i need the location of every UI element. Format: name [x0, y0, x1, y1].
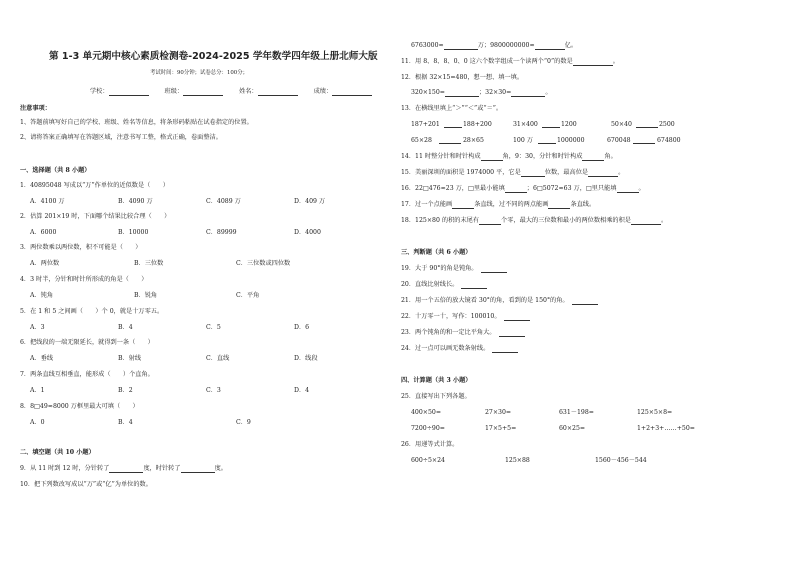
q18-blank-1[interactable]	[479, 218, 501, 225]
q2-opt-b[interactable]: B．10000	[118, 229, 149, 236]
q13-blank-2[interactable]	[542, 121, 560, 128]
q16-blank-2[interactable]	[617, 186, 639, 193]
question-24: 24．过一点可以画无数条射线。	[401, 345, 518, 353]
q25-item-4: 125×5×8=	[637, 409, 673, 416]
question-13: 13．在横线里填上“＞”“＜”或“＝”。	[401, 105, 503, 112]
question-18: 18．125×80 的积的末尾有 个零，最大的三位数和最小的两位数相乘的积是 。	[401, 217, 668, 224]
q25-item-7: 60×25=	[559, 425, 586, 432]
q10-blank-2[interactable]	[535, 43, 565, 50]
question-14: 14．11 时整分针和时针构成 角，9：30，分针和时针构成 角。	[401, 153, 617, 160]
school-label: 学校：	[90, 88, 109, 95]
question-10: 10．把下列数改写成以“万”或“亿”为单位的数。	[20, 481, 152, 488]
question-5: 5．在 1 和 5 之间画（ ）个 0，就是十万零五。	[20, 308, 164, 315]
info-fields	[90, 88, 372, 96]
question-1: 1．40895048 写成以“万”作单位的近似数是（ ）	[20, 182, 169, 189]
q5-opt-d[interactable]: D．6	[294, 324, 310, 331]
q25-item-1: 400×50=	[411, 409, 442, 416]
name-label: 姓名：	[239, 88, 258, 95]
q4-opt-c[interactable]: C．平角	[236, 292, 260, 299]
q3-opt-b[interactable]: B．三位数	[134, 260, 164, 267]
class-blank[interactable]	[183, 89, 223, 96]
section3-heading: 三、判断题（共 6 小题）	[401, 249, 472, 256]
question-21: 21．用一个五倍的放大镜看 30°的角，看到的是 150°的角。	[401, 297, 598, 305]
question-20: 20．直线比射线长。	[401, 281, 487, 289]
q25-item-8: 1+2+3+……+50=	[637, 425, 695, 432]
q9-blank-2[interactable]	[181, 466, 215, 473]
q25-item-5: 7200÷90=	[411, 425, 445, 432]
q5-opt-a[interactable]: A．3	[30, 324, 45, 331]
question-9: 9．从 11 时到 12 时，分针转了 度，时针转了 度。	[20, 465, 227, 472]
q13-blank-3[interactable]	[636, 121, 658, 128]
question-8: 8．8□49≈8000 万框里最大可填（ ）	[20, 403, 139, 410]
q13-blank-6[interactable]	[633, 137, 655, 144]
page-title: 第 1-3 单元期中核心素质检测卷-2024-2025 学年数学四年级上册北师大版	[49, 51, 378, 62]
question-6: 6．把线段的一端无限延长，就得到一条（ ）	[20, 339, 154, 346]
right-page: 6763000≈ 万；9800000000≈ 亿。 11．用 8、8、8、0、0 这六个数字组成一个读两个“0”的数是 。 12．根据 32×15=480，想一想、填一填。 320×150= ；32×30= 。 13．在横线里填上“＞”“＜”或“＝”。 187+201 188+200 31×400 1200 50×40 2500 65×28 28×65 100 万 1000000 670048 674800 14．11 时整分针和时针构成 角，9：30，分针和时针构成 角。 15．美丽深圳的面积是 1974000 平，它是 位数，最高位是 。 16．22□476≈23 万，□里最小能填 ；6□5072≈63 万，□里只能填 。 17．过一个点能画 条直线，过不同的两点能画 条直线。 18．125×80 的积的末尾有 个零，最大的三位数和最小的两位数相乘的积是 。 三、判断题（共 6 小题） 19．大于 90°的角是钝角。 20．直线比射线长。 21．用一个五倍的放大镜看 30°的角，看到的是 150°的角。 22．十万零一十，写作：100010。 23．两个钝角的和一定比平角大。 24．过一点可以画无数条射线。 四、计算题（共 3 小题） 25．直接写出下列各题。 400×50= 27×30= 631－198= 125×5×8= 7200÷90= 17×5+5= 60×25= 1+2+3+……+50= 26．用递等式计算。 600÷5×24 125×88 1560－456－544	[401, 42, 695, 464]
question-4: 4．3 时半，分针和时针所形成的角是（ ）	[20, 276, 148, 283]
q8-opt-b[interactable]: B．4	[118, 419, 133, 426]
q2-opt-c[interactable]: C．89999	[206, 229, 237, 236]
q6-opt-d[interactable]: D．线段	[294, 355, 318, 362]
q12-blank-2[interactable]	[511, 90, 545, 97]
question-7: 7．两条直线互相垂直，能形成（ ）个直角。	[20, 371, 154, 378]
note-1: 1、答题前填写好自己的学校、班级、姓名等信息，将条形码粘贴在试卷指定的位置。	[20, 119, 253, 126]
q15-blank-2[interactable]	[588, 170, 618, 177]
exam-info: 考试时间：90分钟；试卷总分：100分；	[150, 70, 249, 76]
question-19: 19．大于 90°的角是钝角。	[401, 265, 507, 273]
q6-opt-c[interactable]: C．直线	[206, 355, 230, 362]
q1-opt-d[interactable]: D．409 万	[294, 198, 326, 205]
q14-blank-1[interactable]	[481, 154, 503, 161]
q11-blank[interactable]	[573, 59, 613, 66]
q7-opt-a[interactable]: A．1	[30, 387, 45, 394]
q18-blank-2[interactable]	[631, 218, 661, 225]
q14-blank-2[interactable]	[582, 154, 604, 161]
q26-item-1: 600÷5×24	[411, 457, 445, 464]
question-15: 15．美丽深圳的面积是 1974000 平，它是 位数，最高位是 。	[401, 169, 625, 176]
question-26: 26．用递等式计算。	[401, 441, 459, 448]
name-blank[interactable]	[258, 89, 298, 96]
q25-item-3: 631－198=	[559, 409, 594, 416]
q19-blank[interactable]	[481, 266, 507, 273]
q21-blank[interactable]	[572, 298, 598, 305]
q25-item-2: 27×30=	[485, 409, 512, 416]
class-label: 班级：	[164, 88, 184, 95]
notes-heading: 注意事项：	[20, 105, 51, 112]
section2-heading: 二、填空题（共 10 小题）	[20, 449, 95, 456]
q12-blank-1[interactable]	[445, 90, 479, 97]
question-10-cont: 6763000≈ 万；9800000000≈ 亿。	[411, 42, 578, 49]
question-16: 16．22□476≈23 万，□里最小能填 ；6□5072≈63 万，□里只能填 。	[401, 185, 645, 192]
question-22: 22．十万零一十，写作：100010。	[401, 313, 530, 321]
q3-opt-c[interactable]: C．三位数或四位数	[236, 260, 291, 267]
q2-opt-a[interactable]: A．6000	[30, 229, 57, 236]
q17-blank-2[interactable]	[548, 202, 570, 209]
q13-blank-4[interactable]	[439, 137, 461, 144]
q8-opt-a[interactable]: A．0	[30, 419, 45, 426]
q5-opt-c[interactable]: C．5	[206, 324, 221, 331]
q7-opt-c[interactable]: C．3	[206, 387, 221, 394]
q1-opt-a[interactable]: A．4100 万	[30, 198, 65, 205]
q3-opt-a[interactable]: A．两位数	[30, 260, 60, 267]
q7-opt-d[interactable]: D．4	[294, 387, 310, 394]
q1-opt-c[interactable]: C．4089 万	[206, 198, 241, 205]
question-12: 12．根据 32×15=480，想一想、填一填。	[401, 74, 524, 81]
q22-blank[interactable]	[504, 314, 530, 321]
score-label: 成绩：	[313, 88, 333, 95]
question-12-items: 320×150= ；32×30= 。	[411, 89, 552, 96]
question-25: 25．直接写出下列各题。	[401, 393, 471, 400]
q5-opt-b[interactable]: B．4	[118, 324, 133, 331]
q25-item-6: 17×5+5=	[485, 425, 517, 432]
q17-blank-1[interactable]	[452, 202, 474, 209]
q7-opt-b[interactable]: B．2	[118, 387, 133, 394]
q26-item-3: 1560－456－544	[595, 457, 647, 464]
q9-blank-1[interactable]	[109, 466, 143, 473]
q15-blank-1[interactable]	[521, 170, 545, 177]
section1-heading: 一、选择题（共 8 小题）	[20, 167, 91, 174]
question-2: 2．估算 201×19 时，下面哪个结果比较合理（ ）	[20, 213, 171, 220]
q2-opt-d[interactable]: D．4000	[294, 229, 321, 236]
q4-opt-b[interactable]: B．锐角	[134, 292, 158, 299]
q4-opt-a[interactable]: A．钝角	[30, 292, 54, 299]
question-3: 3．两位数乘以两位数，积不可能是（ ）	[20, 244, 142, 251]
q6-opt-a[interactable]: A．垂线	[30, 355, 54, 362]
q13-blank-1[interactable]	[444, 121, 462, 128]
score-blank[interactable]	[332, 89, 372, 96]
q23-blank[interactable]	[499, 330, 525, 337]
q24-blank[interactable]	[492, 346, 518, 353]
q13-blank-5[interactable]	[538, 137, 556, 144]
note-2: 2、请将答案正确填写在答题区域，注意书写工整，格式正确，卷面整洁。	[20, 134, 222, 141]
q10-blank-1[interactable]	[444, 43, 478, 50]
q6-opt-b[interactable]: B．射线	[118, 355, 142, 362]
q8-opt-c[interactable]: C．9	[236, 419, 251, 426]
q20-blank[interactable]	[461, 282, 487, 289]
question-11: 11．用 8、8、8、0、0 这六个数字组成一个读两个“0”的数是 。	[401, 58, 619, 65]
q16-blank-1[interactable]	[505, 186, 527, 193]
section4-heading: 四、计算题（共 3 小题）	[401, 377, 472, 384]
question-17: 17．过一个点能画 条直线，过不同的两点能画 条直线。	[401, 201, 596, 208]
school-blank[interactable]	[109, 89, 149, 96]
q26-item-2: 125×88	[505, 457, 530, 464]
q1-opt-b[interactable]: B．4090 万	[118, 198, 153, 205]
question-23: 23．两个钝角的和一定比平角大。	[401, 329, 525, 337]
